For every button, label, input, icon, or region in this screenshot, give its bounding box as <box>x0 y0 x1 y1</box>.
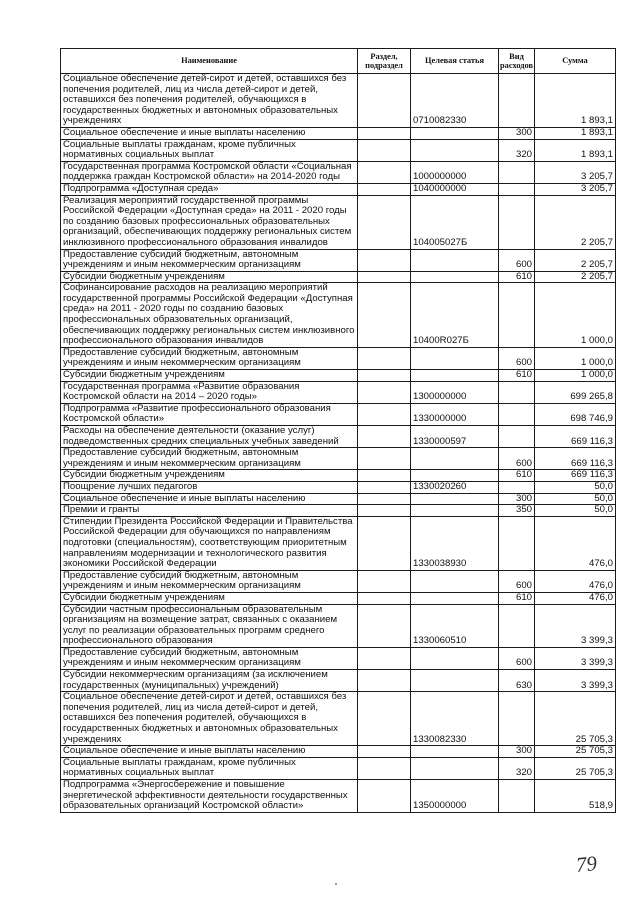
cell-name: Предоставление субсидий бюджетным, автономным учреждениям и иным некоммерческим организациям <box>61 448 358 470</box>
table-row <box>61 470 616 482</box>
cell-expense-type <box>499 426 535 448</box>
cell-sum: 50,0 <box>535 493 616 505</box>
cell-article: 1300000000 <box>411 381 499 403</box>
table-row <box>61 604 616 647</box>
cell-expense-type: 600 <box>499 347 535 369</box>
table-row <box>61 403 616 425</box>
cell-article: 1330038930 <box>411 516 499 570</box>
cell-article <box>411 746 499 758</box>
table-row <box>61 139 616 161</box>
cell-sum: 25 705,3 <box>535 692 616 746</box>
table-row <box>61 195 616 249</box>
cell-section <box>358 249 411 271</box>
cell-name: Социальное обеспечение и иные выплаты населению <box>61 746 358 758</box>
cell-sum: 3 399,3 <box>535 647 616 669</box>
table-row <box>61 448 616 470</box>
cell-section <box>358 592 411 604</box>
cell-article <box>411 271 499 283</box>
cell-expense-type: 600 <box>499 249 535 271</box>
budget-table <box>60 48 616 813</box>
header-expense-type: Вид расходов <box>499 49 535 74</box>
cell-article <box>411 448 499 470</box>
cell-expense-type: 600 <box>499 448 535 470</box>
cell-section <box>358 692 411 746</box>
cell-sum: 669 116,3 <box>535 470 616 482</box>
cell-expense-type <box>499 381 535 403</box>
cell-name: Расходы на обеспечение деятельности (оказание услуг) подведомственных средних специальных учебных заведений <box>61 426 358 448</box>
cell-name: Государственная программа «Развитие образования Костромской области на 2014 – 2020 годы» <box>61 381 358 403</box>
cell-sum: 476,0 <box>535 592 616 604</box>
cell-section <box>358 746 411 758</box>
cell-expense-type: 600 <box>499 570 535 592</box>
cell-section <box>358 757 411 779</box>
cell-section <box>358 74 411 128</box>
cell-expense-type: 350 <box>499 505 535 517</box>
cell-name: Социальные выплаты гражданам, кроме публичных нормативных социальных выплат <box>61 139 358 161</box>
cell-expense-type: 610 <box>499 271 535 283</box>
cell-article <box>411 249 499 271</box>
cell-article <box>411 347 499 369</box>
table-body <box>61 74 616 813</box>
header-section: Раздел, подраздел <box>358 49 411 74</box>
cell-section <box>358 516 411 570</box>
table-row <box>61 505 616 517</box>
table-row <box>61 647 616 669</box>
table-row <box>61 780 616 813</box>
table-row <box>61 370 616 382</box>
cell-article <box>411 370 499 382</box>
table-row <box>61 183 616 195</box>
cell-expense-type <box>499 481 535 493</box>
cell-name: Подпрограмма «Доступная среда» <box>61 183 358 195</box>
table-header <box>61 49 616 74</box>
table-row <box>61 493 616 505</box>
cell-section <box>358 183 411 195</box>
cell-section <box>358 161 411 183</box>
cell-sum: 1 000,0 <box>535 370 616 382</box>
cell-sum: 2 205,7 <box>535 249 616 271</box>
table-row <box>61 161 616 183</box>
cell-sum: 50,0 <box>535 481 616 493</box>
table-row <box>61 347 616 369</box>
table-row <box>61 516 616 570</box>
cell-name: Предоставление субсидий бюджетным, автономным учреждениям и иным некоммерческим организациям <box>61 347 358 369</box>
table-row <box>61 481 616 493</box>
cell-name: Государственная программа Костромской области «Социальная поддержка граждан Костромской области» на 2014-2020 годы <box>61 161 358 183</box>
cell-sum: 2 205,7 <box>535 271 616 283</box>
cell-sum: 698 746,9 <box>535 403 616 425</box>
cell-name: Реализация мероприятий государственной программы Российской Федерации «Доступная среда» на 2011 - 2020 годы по созданию базовых профессиональных образовательных организаций, обеспечивающих поддержку региональных систем инклюзивного профессионального образования инвалидов <box>61 195 358 249</box>
cell-article: 1330000597 <box>411 426 499 448</box>
cell-sum: 25 705,3 <box>535 746 616 758</box>
cell-article: 1330060510 <box>411 604 499 647</box>
cell-expense-type: 600 <box>499 647 535 669</box>
cell-name: Субсидии бюджетным учреждениям <box>61 592 358 604</box>
cell-expense-type <box>499 161 535 183</box>
cell-article <box>411 505 499 517</box>
cell-sum: 3 205,7 <box>535 161 616 183</box>
cell-section <box>358 670 411 692</box>
cell-section <box>358 381 411 403</box>
table-row <box>61 670 616 692</box>
cell-section <box>358 493 411 505</box>
cell-sum: 3 205,7 <box>535 183 616 195</box>
cell-expense-type: 610 <box>499 470 535 482</box>
header-row <box>61 49 616 74</box>
cell-name: Социальное обеспечение детей-сирот и детей, оставшихся без попечения родителей, лиц из числа детей-сирот и детей, оставшихся без попечения родителей, обучающихся в государственных бюджетных и автономных образовательных учреждениях <box>61 74 358 128</box>
cell-section <box>358 470 411 482</box>
cell-article <box>411 647 499 669</box>
cell-section <box>358 505 411 517</box>
cell-name: Социальные выплаты гражданам, кроме публичных нормативных социальных выплат <box>61 757 358 779</box>
cell-sum: 2 205,7 <box>535 195 616 249</box>
cell-article <box>411 592 499 604</box>
cell-section <box>358 647 411 669</box>
cell-article: 1000000000 <box>411 161 499 183</box>
cell-article <box>411 127 499 139</box>
cell-name: Субсидии частным профессиональным образовательным организациям на возмещение затрат, связанных с оказанием услуг по реализации образовательных программ среднего профессионального образования <box>61 604 358 647</box>
cell-name: Подпрограмма «Энергосбережение и повышение энергетической эффективности деятельности государственных образовательных организаций Костромской области» <box>61 780 358 813</box>
cell-section <box>358 448 411 470</box>
cell-expense-type: 300 <box>499 746 535 758</box>
cell-name: Субсидии некоммерческим организациям (за исключением государственных (муниципальных) учреждений) <box>61 670 358 692</box>
header-sum: Сумма <box>535 49 616 74</box>
cell-section <box>358 139 411 161</box>
cell-article: 1330020260 <box>411 481 499 493</box>
cell-name: Предоставление субсидий бюджетным, автономным учреждениям и иным некоммерческим организациям <box>61 647 358 669</box>
cell-sum: 1 000,0 <box>535 283 616 348</box>
cell-name: Софинансирование расходов на реализацию мероприятий государственной программы Российской Федерации «Доступная среда» на 2011 - 2020 годы по созданию базовых профессиональных образовательных организаций, обеспечивающих поддержку региональных систем инклюзивного профессионального образования инвалидов <box>61 283 358 348</box>
cell-section <box>358 271 411 283</box>
cell-name: Стипендии Президента Российской Федерации и Правительства Российской Федерации для обучающихся по направлениям подготовки (специальностям), соответствующим приоритетным направлениям модернизации и технологического развития экономики Российской Федерации <box>61 516 358 570</box>
table-row <box>61 74 616 128</box>
cell-name: Социальное обеспечение детей-сирот и детей, оставшихся без попечения родителей, лиц из числа детей-сирот и детей, оставшихся без попечения родителей, обучающихся в государственных бюджетных и автономных образовательных учреждениях <box>61 692 358 746</box>
cell-name: Премии и гранты <box>61 505 358 517</box>
cell-article: 1330082330 <box>411 692 499 746</box>
table-row <box>61 570 616 592</box>
table-row <box>61 757 616 779</box>
header-name: Наименование <box>61 49 358 74</box>
cell-article: 1350000000 <box>411 780 499 813</box>
cell-article: 1040000000 <box>411 183 499 195</box>
table-row <box>61 249 616 271</box>
cell-sum: 669 116,3 <box>535 426 616 448</box>
cell-expense-type <box>499 780 535 813</box>
cell-section <box>358 195 411 249</box>
header-article: Целевая статья <box>411 49 499 74</box>
table-row <box>61 692 616 746</box>
cell-expense-type: 320 <box>499 757 535 779</box>
cell-sum: 518,9 <box>535 780 616 813</box>
cell-expense-type <box>499 516 535 570</box>
table-row <box>61 592 616 604</box>
cell-article: 1330000000 <box>411 403 499 425</box>
table-row <box>61 271 616 283</box>
cell-article <box>411 670 499 692</box>
cell-article <box>411 139 499 161</box>
cell-name: Социальное обеспечение и иные выплаты населению <box>61 127 358 139</box>
cell-expense-type <box>499 74 535 128</box>
cell-section <box>358 347 411 369</box>
cell-sum: 50,0 <box>535 505 616 517</box>
cell-sum: 476,0 <box>535 516 616 570</box>
cell-section <box>358 780 411 813</box>
cell-expense-type: 300 <box>499 127 535 139</box>
scan-speck <box>335 883 337 885</box>
cell-expense-type: 630 <box>499 670 535 692</box>
cell-sum: 669 116,3 <box>535 448 616 470</box>
cell-section <box>358 481 411 493</box>
cell-name: Подпрограмма «Развитие профессионального образования Костромской области» <box>61 403 358 425</box>
table-row <box>61 426 616 448</box>
cell-section <box>358 370 411 382</box>
cell-expense-type <box>499 195 535 249</box>
cell-sum: 1 893,1 <box>535 74 616 128</box>
cell-sum: 1 893,1 <box>535 139 616 161</box>
cell-article: 104005027Б <box>411 195 499 249</box>
cell-sum: 25 705,3 <box>535 757 616 779</box>
cell-section <box>358 570 411 592</box>
page-number: 79 <box>574 850 599 878</box>
cell-sum: 1 000,0 <box>535 347 616 369</box>
cell-expense-type <box>499 403 535 425</box>
cell-section <box>358 403 411 425</box>
cell-name: Социальное обеспечение и иные выплаты населению <box>61 493 358 505</box>
cell-expense-type: 320 <box>499 139 535 161</box>
cell-article: 0710082330 <box>411 74 499 128</box>
cell-article <box>411 470 499 482</box>
cell-article: 10400R027Б <box>411 283 499 348</box>
cell-name: Субсидии бюджетным учреждениям <box>61 470 358 482</box>
cell-article <box>411 757 499 779</box>
cell-name: Предоставление субсидий бюджетным, автономным учреждениям и иным некоммерческим организациям <box>61 570 358 592</box>
cell-sum: 476,0 <box>535 570 616 592</box>
cell-name: Субсидии бюджетным учреждениям <box>61 370 358 382</box>
cell-expense-type: 610 <box>499 370 535 382</box>
cell-section <box>358 426 411 448</box>
cell-name: Поощрение лучших педагогов <box>61 481 358 493</box>
table-row <box>61 381 616 403</box>
cell-expense-type: 300 <box>499 493 535 505</box>
cell-name: Субсидии бюджетным учреждениям <box>61 271 358 283</box>
cell-sum: 1 893,1 <box>535 127 616 139</box>
cell-sum: 3 399,3 <box>535 604 616 647</box>
cell-expense-type <box>499 692 535 746</box>
cell-article <box>411 493 499 505</box>
cell-expense-type <box>499 604 535 647</box>
cell-expense-type <box>499 283 535 348</box>
table-row <box>61 283 616 348</box>
cell-expense-type <box>499 183 535 195</box>
cell-section <box>358 283 411 348</box>
cell-section <box>358 127 411 139</box>
table-row <box>61 746 616 758</box>
cell-name: Предоставление субсидий бюджетным, автономным учреждениям и иным некоммерческим организациям <box>61 249 358 271</box>
cell-expense-type: 610 <box>499 592 535 604</box>
table-row <box>61 127 616 139</box>
cell-sum: 699 265,8 <box>535 381 616 403</box>
cell-sum: 3 399,3 <box>535 670 616 692</box>
cell-article <box>411 570 499 592</box>
cell-section <box>358 604 411 647</box>
